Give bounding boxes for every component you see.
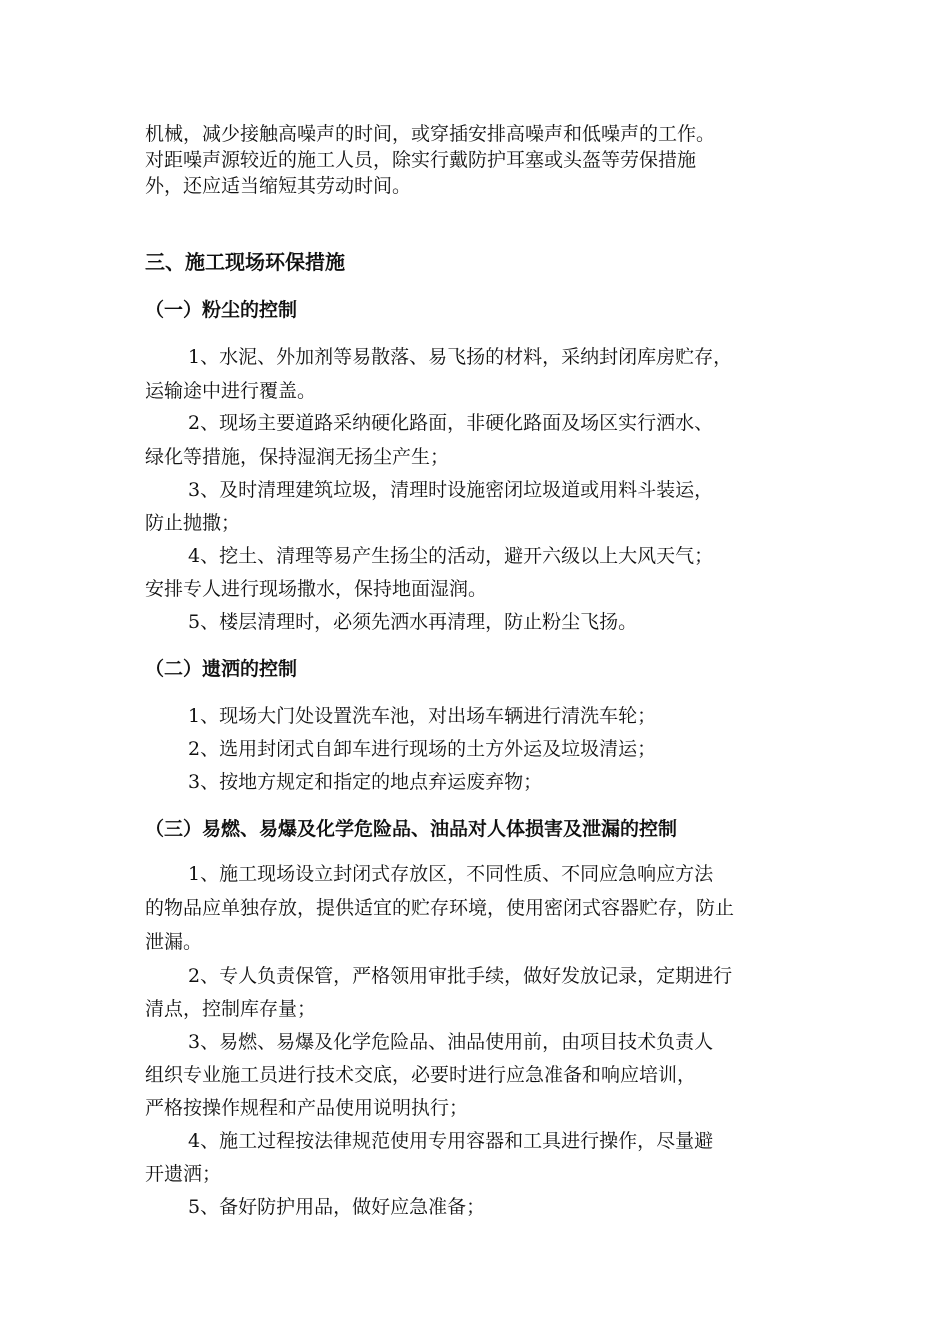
intro-line: 机械，减少接触高噪声的时间，或穿插安排高噪声和低噪声的工作。 xyxy=(145,123,716,145)
paragraph-line: 防止抛撒； xyxy=(145,512,241,534)
paragraph-line: 运输途中进行覆盖。 xyxy=(145,380,317,402)
paragraph-line: 严格按操作规程和产品使用说明执行； xyxy=(145,1097,469,1119)
paragraph-line: 5、楼层清理时，必须先洒水再清理，防止粉尘飞扬。 xyxy=(188,611,638,633)
paragraph-line: 3、易燃、易爆及化学危险品、油品使用前，由项目技术负责人 xyxy=(188,1031,714,1053)
paragraph-line: 1、水泥、外加剂等易散落、易飞扬的材料，采纳封闭库房贮存， xyxy=(188,346,733,368)
paragraph-line: 5、备好防护用品，做好应急准备； xyxy=(188,1196,486,1218)
paragraph-line: 4、施工过程按法律规范使用专用容器和工具进行操作，尽量避 xyxy=(188,1130,714,1152)
paragraph-line: 清点，控制库存量； xyxy=(145,998,317,1020)
subsection-heading: （二）遗洒的控制 xyxy=(145,658,298,680)
paragraph-line: 的物品应单独存放，提供适宜的贮存环境，使用密闭式容器贮存，防止 xyxy=(145,897,735,919)
paragraph-line: 2、专人负责保管，严格领用审批手续，做好发放记录，定期进行 xyxy=(188,965,733,987)
paragraph-line: 2、选用封闭式自卸车进行现场的土方外运及垃圾清运； xyxy=(188,738,657,760)
paragraph-line: 组织专业施工员进行技术交底，必要时进行应急准备和响应培训， xyxy=(145,1064,697,1086)
intro-line: 对距噪声源较近的施工人员，除实行戴防护耳塞或头盔等劳保措施 xyxy=(145,149,697,171)
paragraph-line: 4、挖土、清理等易产生扬尘的活动，避开六级以上大风天气； xyxy=(188,545,714,567)
paragraph-line: 1、现场大门处设置洗车池，对出场车辆进行清洗车轮； xyxy=(188,705,657,727)
subsection-heading: （一）粉尘的控制 xyxy=(145,299,298,321)
paragraph-line: 绿化等措施，保持湿润无扬尘产生； xyxy=(145,446,450,468)
paragraph-line: 2、现场主要道路采纳硬化路面，非硬化路面及场区实行洒水、 xyxy=(188,412,714,434)
section-heading: 三、施工现场环保措施 xyxy=(145,250,345,274)
paragraph-line: 泄漏。 xyxy=(145,931,203,953)
paragraph-line: 1、施工现场设立封闭式存放区，不同性质、不同应急响应方法 xyxy=(188,863,714,885)
paragraph-line: 安排专人进行现场撒水，保持地面湿润。 xyxy=(145,578,488,600)
paragraph-line: 3、及时清理建筑垃圾，清理时设施密闭垃圾道或用料斗装运， xyxy=(188,479,714,501)
intro-line: 外，还应适当缩短其劳动时间。 xyxy=(145,175,412,197)
paragraph-line: 3、按地方规定和指定的地点弃运废弃物； xyxy=(188,771,543,793)
paragraph-line: 开遗洒； xyxy=(145,1163,222,1185)
subsection-heading: （三）易燃、易爆及化学危险品、油品对人体损害及泄漏的控制 xyxy=(145,818,678,840)
